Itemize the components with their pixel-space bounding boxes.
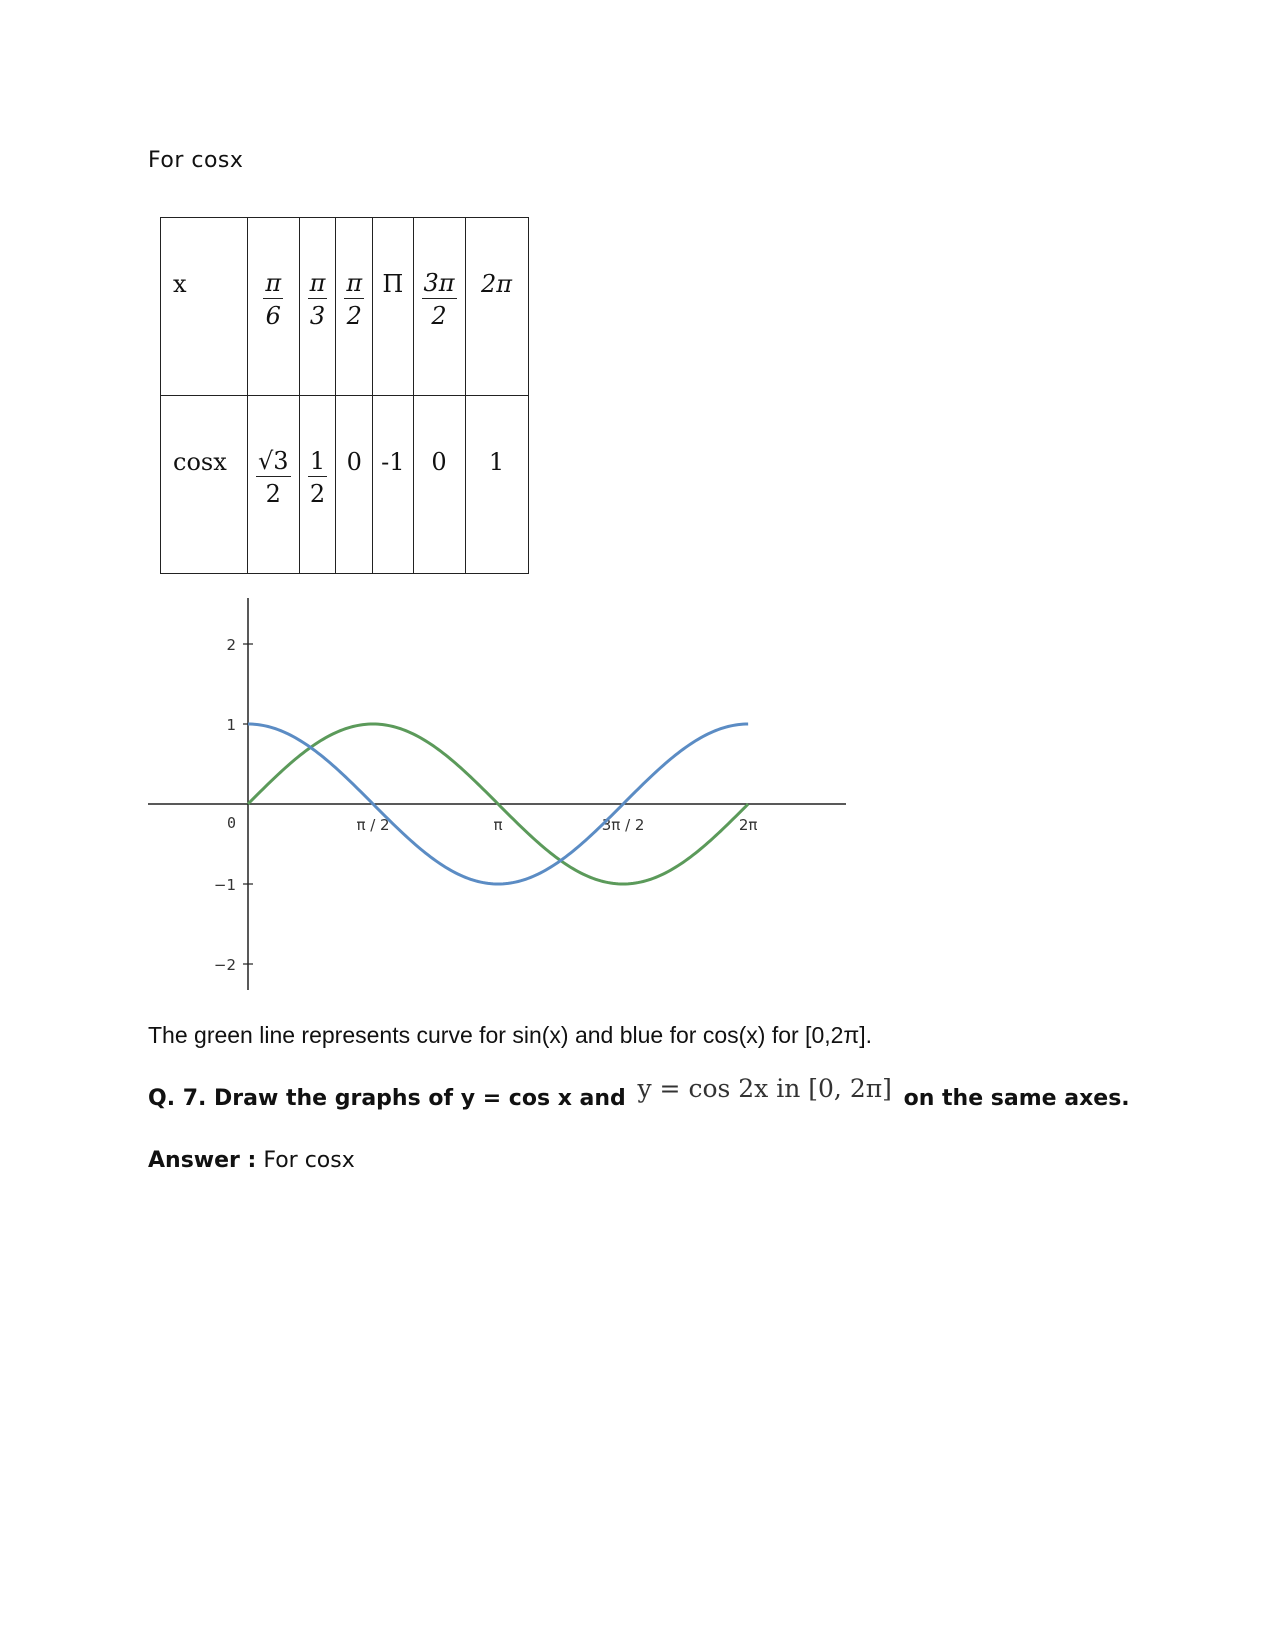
graph-caption: The green line represents curve for sin(x) and blue for cos(x) for [0,2π]. <box>148 1022 873 1048</box>
row-label-cosx: cosx <box>161 396 248 574</box>
cos-cell-4: 0 <box>413 396 465 574</box>
table-row-cosx <box>161 396 529 574</box>
x-cell-5: 2π <box>465 218 528 396</box>
y-tick-label: −1 <box>213 876 236 894</box>
x-cell-3: Π <box>373 218 413 396</box>
x-cell-4: $\frac{3\pi}{2}$ <box>413 218 465 396</box>
intro-label: For cosx <box>148 148 244 173</box>
cos-cell-1: $\frac{1}{2}$ <box>299 396 336 574</box>
question-prefix: Q. 7. Draw the graphs of y = cos x and <box>148 1086 626 1111</box>
x-cell-1: $\frac{\pi}{3}$ <box>299 218 336 396</box>
y-tick-label: 2 <box>226 636 236 654</box>
question-suffix: on the same axes. <box>903 1086 1130 1111</box>
cos-cell-3: -1 <box>373 396 413 574</box>
cos-cell-5: 1 <box>465 396 528 574</box>
x-cell-2: $\frac{\pi}{2}$ <box>336 218 373 396</box>
x-cell-0: $\frac{\pi}{6}$ <box>248 218 300 396</box>
cos-cell-0: $\frac{√3}{2}$ <box>248 396 300 574</box>
x-tick-label: π / 2 <box>356 816 390 834</box>
values-table <box>160 217 529 574</box>
x-tick-label: 3π / 2 <box>601 816 645 834</box>
question-7 <box>148 1074 1130 1111</box>
x-tick-group <box>356 816 757 834</box>
row-label-x: x <box>161 218 248 396</box>
answer-label: Answer : <box>148 1148 257 1173</box>
y-tick-group <box>214 636 253 974</box>
x-tick-label: π <box>493 816 503 834</box>
sin-cos-chart <box>140 590 860 1000</box>
answer-text: For cosx <box>263 1148 355 1173</box>
question-equation: y = cos 2x in [0, 2π] <box>637 1074 892 1103</box>
cos-cell-2: 0 <box>336 396 373 574</box>
y-tick-label: 1 <box>226 716 236 734</box>
y-tick-label: 0 <box>226 814 236 832</box>
answer-line <box>148 1148 355 1173</box>
y-tick-label: −2 <box>213 956 236 974</box>
table-row-x <box>161 218 529 396</box>
x-tick-label: 2π <box>738 816 758 834</box>
